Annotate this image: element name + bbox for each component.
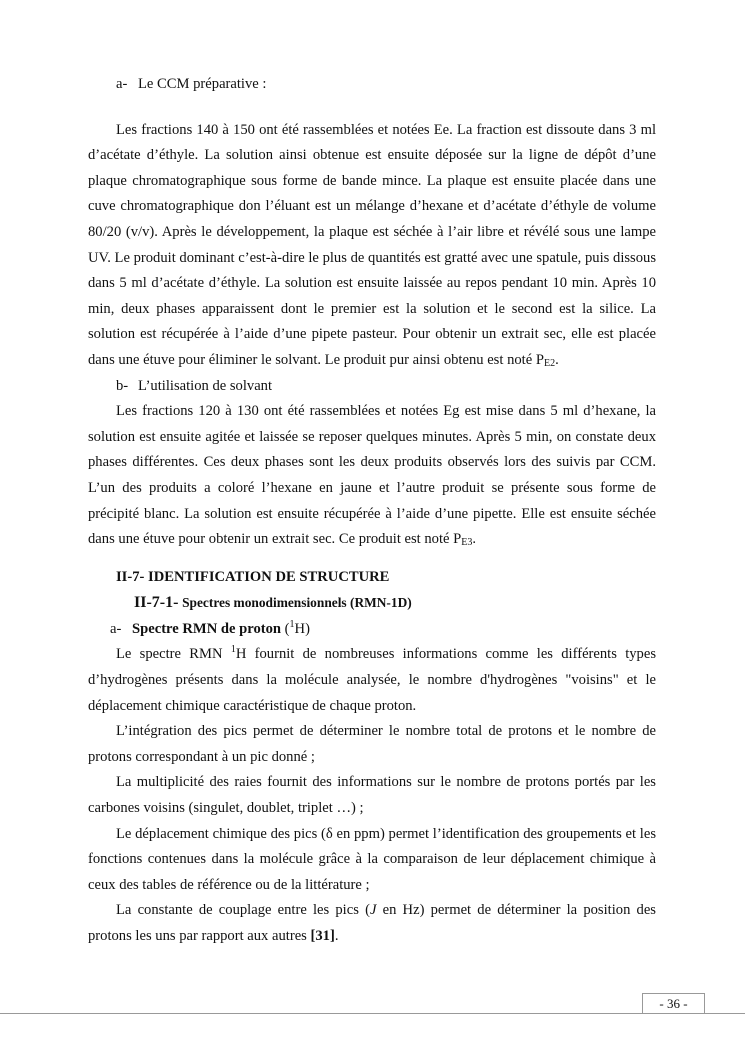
paragraph-end: . bbox=[555, 351, 559, 368]
paragraph-text: Le spectre RMN bbox=[116, 646, 231, 663]
rmn-title-sup: 1 bbox=[289, 618, 295, 630]
paragraph-text-mid: en Hz) permet de déterminer la position des protons les uns par rapport aux autres bbox=[88, 902, 656, 944]
rmn-heading bbox=[88, 617, 656, 643]
page-number: - 36 - bbox=[642, 993, 705, 1013]
footer-rule bbox=[0, 1013, 745, 1014]
list-marker: b- bbox=[116, 377, 129, 394]
product-subscript: E2 bbox=[543, 357, 556, 369]
section-a-paragraph bbox=[88, 118, 656, 374]
rmn-title: Spectre RMN de proton bbox=[132, 620, 282, 637]
subsection-number: II-7-1- bbox=[134, 594, 179, 612]
product-subscript: E3 bbox=[461, 537, 473, 549]
rmn-paragraph-4: Le déplacement chimique des pics (δ en ppm) permet l’identification des groupements et les fonctions contenues dans la molécule grâce à la comparaison de leur déplacement chimique à ceux des tables de référence ou de la littérature ; bbox=[88, 825, 656, 893]
rmn-title-paren: ( bbox=[281, 620, 290, 637]
section-b-title: L’utilisation de solvant bbox=[138, 377, 273, 394]
list-marker: a- bbox=[116, 76, 128, 92]
paragraph-end: . bbox=[472, 531, 477, 548]
paragraph-end: . bbox=[334, 928, 339, 944]
paragraph-text: La constante de couplage entre les pics ( bbox=[116, 902, 370, 919]
paragraph-text: Les fractions 120 à 130 ont été rassemblées et notées Eg est mise dans 5 ml d’hexane, la solution est ensuite agitée et laissée se reposer quelques minutes. Après 5 min, on constate deux phases différentes. Ces deux phases sont les deux produits observés lors des suivis par CCM. L’un des produits a coloré l’hexane en jaune et l’autre produit se présente sous forme de précipité blanc. La solution est ensuite récupérée à l’aide d’une pipette. Elle est ensuite séchée dans une étuve pour obtenir un extrait sec. Ce produit est noté P bbox=[88, 403, 656, 548]
reference-citation: [31] bbox=[310, 928, 335, 944]
rmn-paragraph-2: L’intégration des pics permet de déterminer le nombre total de protons et le nombre de protons correspondant à un pic donné ; bbox=[88, 723, 656, 765]
section-b-heading bbox=[88, 374, 656, 400]
superscript: 1 bbox=[230, 644, 236, 656]
rmn-paragraph-5 bbox=[88, 898, 656, 949]
page-content bbox=[88, 72, 656, 950]
paragraph-text-rest: H fournit de nombreuses informations comme les différents types d’hydrogènes présents dans la molécule analysée, le nombre d'hydrogènes "voisins" et le déplacement chimique caractéristique de chaque proton. bbox=[88, 646, 656, 714]
section-heading: II-7- IDENTIFICATION DE STRUCTURE bbox=[116, 568, 390, 585]
paragraph-text: Les fractions 140 à 150 ont été rassemblées et notées Ee. La fraction est dissoute dans 3 ml d’acétate d’éthyle. La solution ainsi obtenue est ensuite déposée sur la ligne de dépôt d’une plaque chromatographique sous forme de bande mince. La plaque est ensuite placée dans une cuve chromatographique don l’éluant est un mélange d’hexane et d’acétate d’éthyle de volume 80/20 (v/v). Après le développement, la plaque est séchée à l’air libre et révélé sous une lampe UV. Le produit dominant c’est-à-dire le plus de quantités est gratté avec une spatule, puis dissous dans 5 ml d’acétate d’éthyle. La solution est ensuite laissée au repos pendant 10 min. Après 10 min, deux phases apparaissent dont le premier est la solution et le second est la silice. La solution est récupérée à l’aide d’une pipete pasteur. Pour obtenir un extrait sec, elle est placée dans une étuve pour éliminer le solvant. Le produit pur ainsi obtenu est noté P bbox=[88, 121, 656, 368]
rmn-paragraph-3: La multiplicité des raies fournit des informations sur le nombre de protons portés par les carbones voisins (singulet, doublet, triplet …) ; bbox=[88, 774, 656, 817]
subsection-title: Spectres monodimensionnels (RMN-1D) bbox=[182, 595, 412, 611]
list-marker: a- bbox=[110, 620, 122, 637]
italic-symbol: J bbox=[369, 902, 377, 919]
section-a-heading bbox=[88, 72, 656, 98]
subsection-heading bbox=[88, 590, 656, 617]
section-b-paragraph bbox=[88, 399, 656, 553]
rmn-title-close: H) bbox=[294, 620, 310, 637]
section-a-title: Le CCM préparative : bbox=[138, 76, 267, 92]
rmn-paragraph-1 bbox=[88, 642, 656, 719]
